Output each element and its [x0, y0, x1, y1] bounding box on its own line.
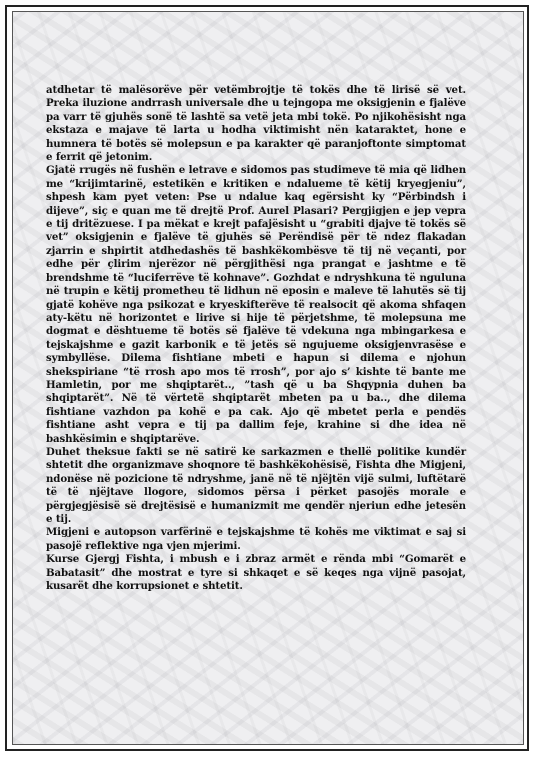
paragraph-4: Migjeni e autopson varfërinë e tejskajshme të kohës me viktimat e saj si pasojë reflektive nga vjen mjerimi.: [46, 526, 466, 552]
paragraph-3: Duhet theksue fakti se në satirë ke sarkazmen e thellë politike kundër shtetit dhe organizmave shoqnore të bashkëkohësisë, Fishta dhe Migjeni, ndonëse në pozicione të ndryshme, janë në të njëjtën vijë sulmi, luftëtarë të të njëjtave llogore, sidomos përsa i përket pasojës morale e përgjegjësisë së drejtësisë e humanizmit me qendër njeriun edhe jetesën e tij.: [46, 445, 466, 525]
paragraph-5: Kurse Gjergj Fishta, i mbush e i zbraz armët e rënda mbi “Gomarët e Babatasit” dhe mostrat e tyre si shkaqet e së keqes nga vijnë pasojat, kusarët dhe korrupsionet e shtetit.: [46, 553, 466, 593]
document-body: [46, 84, 466, 593]
paragraph-2: Gjatë rrugës në fushën e letrave e sidomos pas studimeve të mia që lidhen me “krijimtarinë, estetikën e kritiken e ndalueme të këtij kryegjeniu”, shpesh kam pyet veten: Pse u ndalue kaq egërsisht ky “Përbindsh i dijeve”, siç e quan me të drejtë Prof. Aurel Plasari? Pergjigjen e jep vepra e tij dritëzuese. I pa mëkat e krejt pafajësisht u “grabiti djajve të tokës së vet” oksigjenin e fjalëve të gjuhës së Perëndisë për të ndez flakadan zjarrin e shpirtit atdhedashës të bashkëkombësve të tij në veçanti, por edhe për çlirim njerëzor në përgjithësi nga prangat e jashtme e të brendshme të “luciferrëve të kohnave”. Gozhdat e ndryshkuna të nguluna në trupin e këtij prometheu të lidhun në eposin e maleve të lahutës së tij gjatë kohëve nga psikozat e kryeskifterëve të realsocit që akoma shfaqen aty-këtu në horizontet e lirive si hije të përjetshme, të molepsuna me dogmat e dështueme të botës së fjalëve të vdekuna nga mbingarkesa e tejskajshme e gazit karbonik e të jetës së ngujueme oksigjenvrasëse e symbyllëse. Dilema fishtiane mbeti e hapun si dilema e njohun shekspiriane “të rrosh apo mos të rrosh”, por ajo s’ kishte të bante me Hamletin, por me shqiptarët.., ”tash që u ba Shqypnia duhen ba shqiptarët”. Në të vërtetë shqiptarët mbeten pa u ba.., dhe dilema fishtiane vazhdon pa kohë e pa cak. Ajo që mbetet perla e pendës fishtiane asht vepra e tij pa dallim feje, krahine si dhe idea në bashkësimin e shqiptarëve.: [46, 164, 466, 445]
paragraph-1: atdhetar të malësorëve për vetëmbrojtje të tokës dhe të lirisë së vet. Preka iluzione andrrash universale dhe u tejngopa me oksigjenin e fjalëve pa varr të gjuhës sonë të lashtë sa vetë jeta mbi tokë. Po njikohësisht nga ekstaza e majave të larta u hodha viktimisht nën kataraktet, hone e humnera të botës së molepsun e pa karakter që paranjoftonte simptomat e ferrit që jetonim.: [46, 84, 466, 164]
